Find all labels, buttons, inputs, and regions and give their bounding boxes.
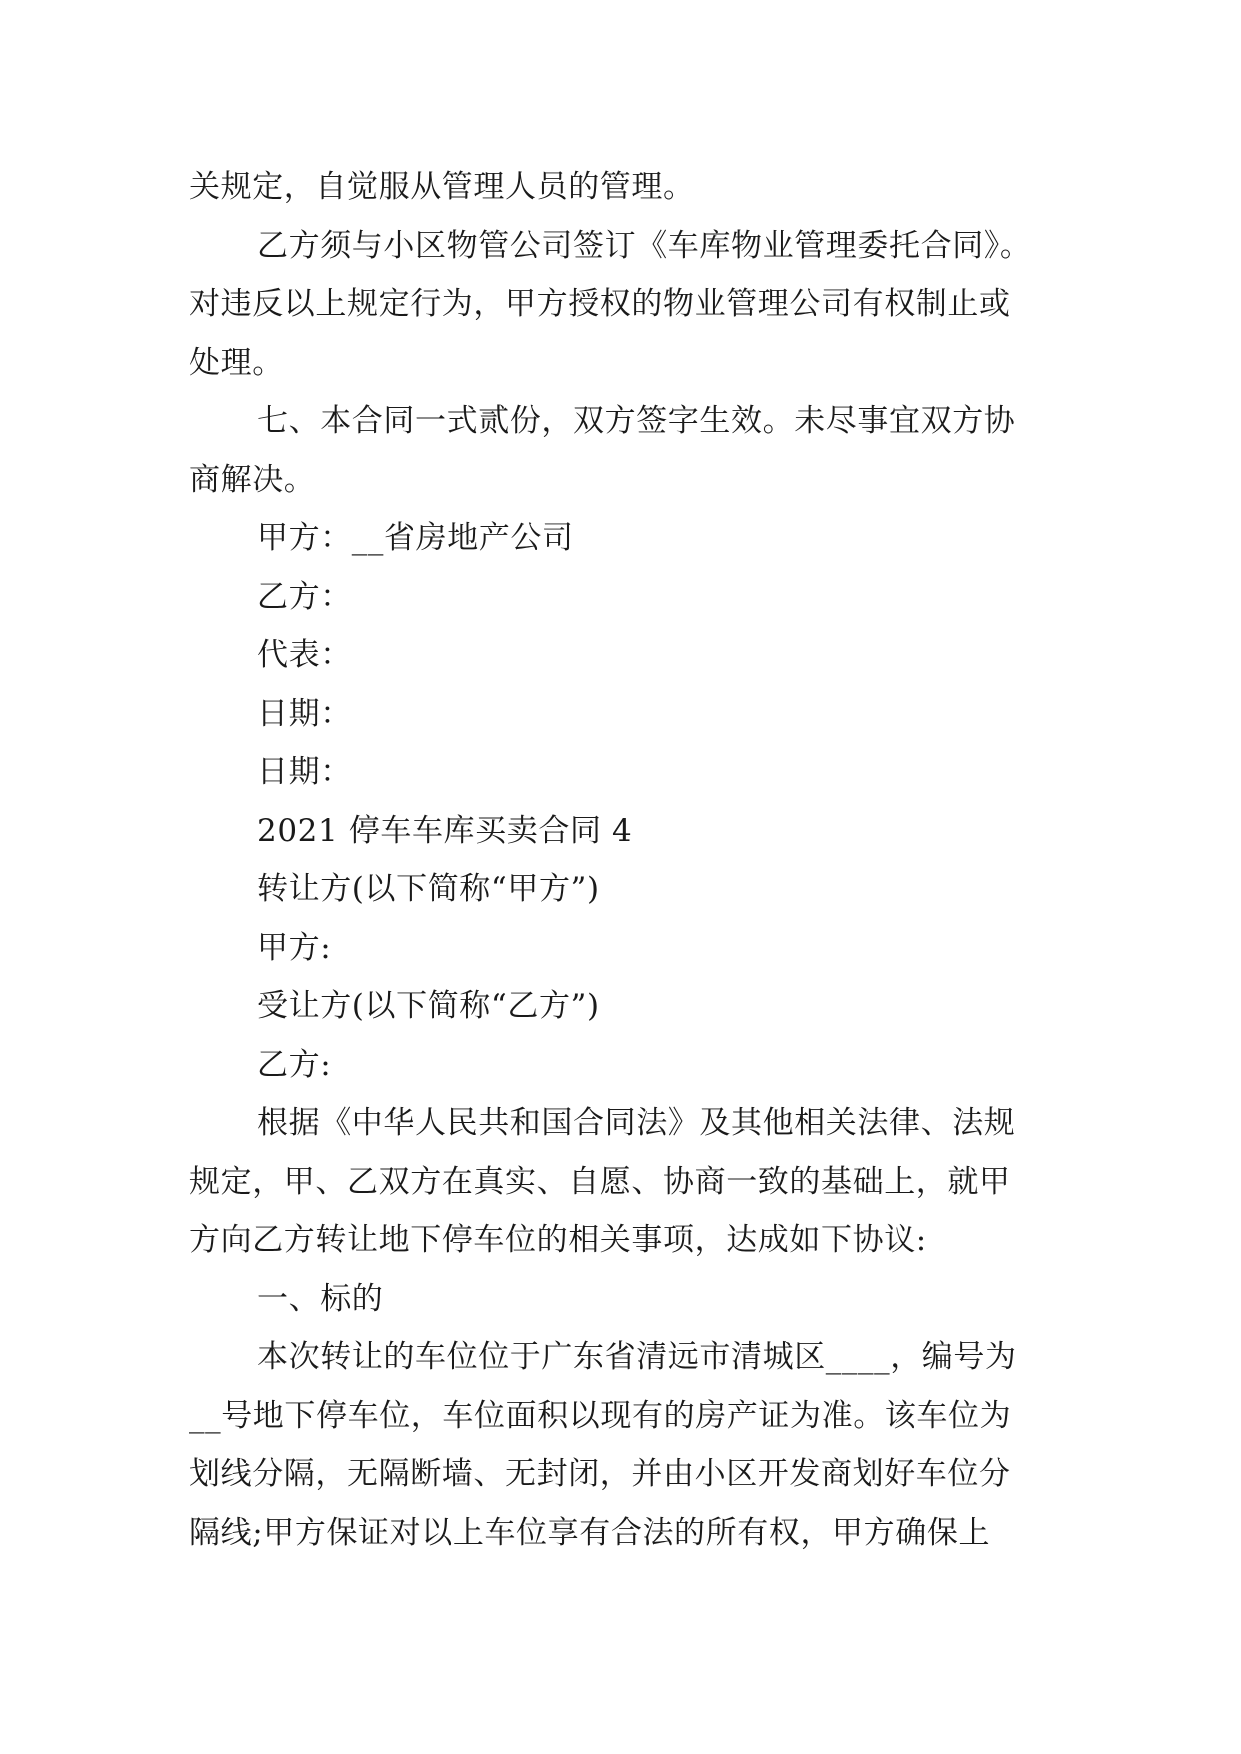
signature-line-party-b: 乙方：: [257, 578, 352, 615]
text-line: 处理。: [189, 344, 284, 381]
signature-line-date: 日期：: [257, 754, 352, 790]
text-line: 商解决。: [189, 461, 316, 498]
text-line: 方向乙方转让地下停车位的相关事项，达成如下协议:: [189, 1222, 927, 1258]
text-line: 甲方:: [257, 929, 332, 966]
text-line: 本次转让的车位位于广东省清远市清城区____，编号为: [257, 1339, 1017, 1375]
clause-heading: 一、标的: [257, 1280, 384, 1317]
text-line: 乙方须与小区物管公司签订《车库物业管理委托合同》。: [257, 227, 1032, 264]
text-line: 关规定，自觉服从管理人员的管理。: [189, 169, 695, 205]
text-line: 划线分隔，无隔断墙、无封闭，并由小区开发商划好车位分: [189, 1456, 1011, 1492]
section-title: 2021 停车车库买卖合同 4: [257, 812, 633, 849]
signature-line-representative: 代表：: [257, 637, 352, 673]
document-body: [189, 158, 1057, 1562]
text-line: 规定，甲、乙双方在真实、自愿、协商一致的基础上，就甲: [189, 1163, 1011, 1200]
text-line: __号地下停车位，车位面积以现有的房产证为准。该车位为: [189, 1397, 1012, 1434]
text-line: 转让方(以下简称“甲方”): [257, 871, 600, 907]
text-line: 隔线;甲方保证对以上车位享有合法的所有权，甲方确保上: [189, 1514, 991, 1551]
text-line: 根据《中华人民共和国合同法》及其他相关法律、法规: [257, 1105, 1016, 1141]
text-line: 七、本合同一式贰份，双方签字生效。未尽事宜双方协: [257, 403, 1016, 439]
text-line: 对违反以上规定行为，甲方授权的物业管理公司有权制止或: [189, 286, 1011, 322]
text-line: 受让方(以下简称“乙方”): [257, 988, 600, 1024]
signature-line-party-a: 甲方：__省房地产公司: [257, 520, 574, 556]
text-line: 乙方:: [257, 1046, 332, 1083]
signature-line-date: 日期：: [257, 695, 352, 732]
